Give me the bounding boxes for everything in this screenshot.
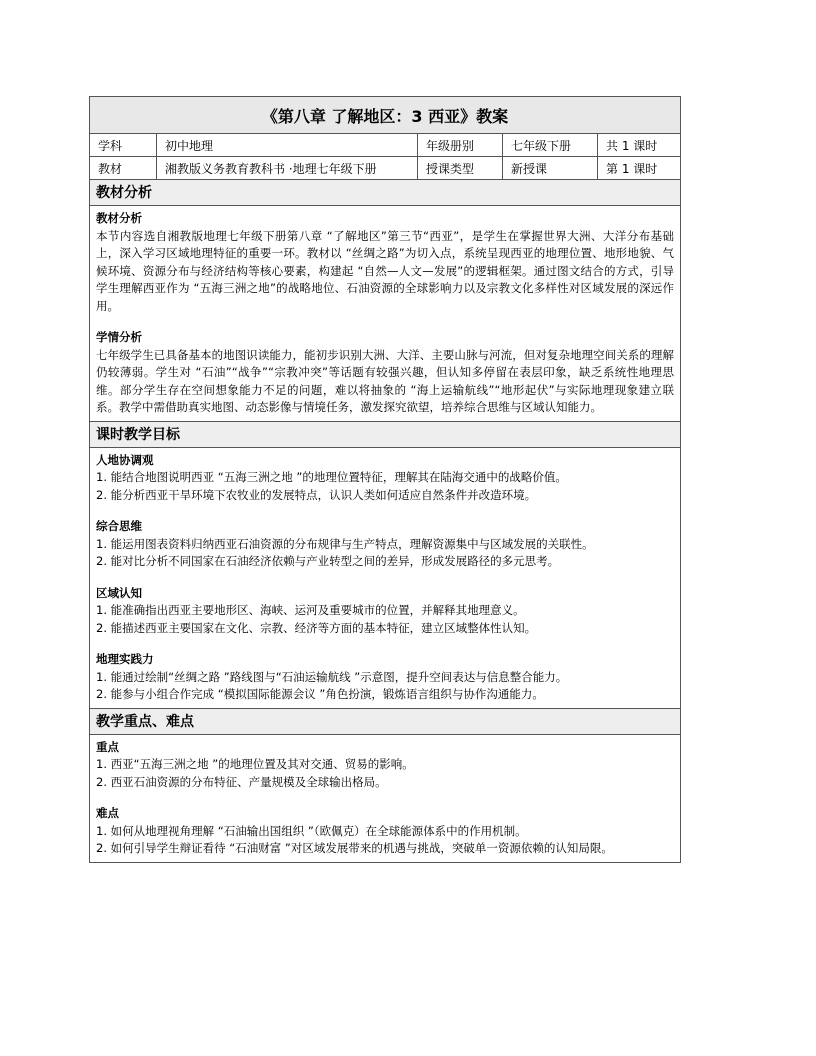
subheading-student-analysis: 学情分析 bbox=[96, 330, 142, 344]
student-analysis-text: 七年级学生已具备基本的地图识读能力，能初步识别大洲、大洋、主要山脉与河流，但对复杂地理空间关系的理解仍较薄弱。学生对 “石油”“战争”“宗教冲突”等话题有较强兴趣，但认知多停留在表层印象，缺乏系统性地理思维。部分学生存在空间想象能力不足的问题，难以将抽象的 “海上运输航线”“地形起伏”与实际地理现象建立联系。教学中需借助真实地图、动态影像与情境任务，激发探究欲望，培养综合思维与区域认知能力。 bbox=[96, 347, 674, 414]
subheading-integrated-thinking: 综合思维 bbox=[96, 519, 142, 533]
section-keypoints bbox=[90, 735, 680, 862]
value-lesson-type: 新授课 bbox=[503, 157, 598, 179]
subheading-geo-practice: 地理实践力 bbox=[96, 652, 154, 666]
subheading-human-earth: 人地协调观 bbox=[96, 452, 154, 467]
subheading-textbook-analysis: 教材分析 bbox=[96, 211, 142, 225]
subheading-regional-cognition: 区域认知 bbox=[96, 585, 142, 600]
objective-item: 2. 能描述西亚主要国家在文化、宗教、经济等方面的基本特征，建立区域整体性认知。 bbox=[96, 620, 537, 635]
objective-item: 2. 能分析西亚干旱环境下农牧业的发展特点，认识人类如何适应自然条件并改造环境。 bbox=[96, 487, 537, 502]
document-title: 《第八章 了解地区：3 西亚》教案 bbox=[90, 97, 680, 134]
label-textbook: 教材 bbox=[90, 157, 157, 179]
difficulty-item: 2. 如何引导学生辩证看待 “石油财富 ”对区域发展带来的机遇与挑战，突破单一资源依赖的认知局限。 bbox=[96, 841, 613, 855]
label-lesson-type: 授课类型 bbox=[418, 157, 503, 179]
section-analysis bbox=[90, 206, 680, 422]
subheading-difficulties: 难点 bbox=[96, 806, 119, 820]
label-subject: 学科 bbox=[90, 134, 157, 156]
objective-item: 2. 能对比分析不同国家在石油经济依赖与产业转型之间的差异，形成发展路径的多元思考。 bbox=[96, 554, 560, 568]
objective-item: 1. 能准确指出西亚主要地形区、海峡、运河及重要城市的位置，并解释其地理意义。 bbox=[96, 603, 525, 617]
value-grade: 七年级下册 bbox=[503, 134, 598, 156]
objective-item: 2. 能参与小组合作完成 “模拟国际能源会议 ”角色扮演，锻炼语言组织与协作沟通能力。 bbox=[96, 687, 544, 701]
objective-item: 1. 能通过绘制“丝绸之路 ”路线图与“石油运输航线 ”示意图，提升空间表达与信息整合能力。 bbox=[96, 669, 568, 684]
difficulty-item: 1. 如何从地理视角理解 “石油输出国组织 ”（欧佩克）在全球能源体系中的作用机制。 bbox=[96, 823, 527, 838]
objective-item: 1. 能结合地图说明西亚 “五海三洲之地 ”的地理位置特征，理解其在陆海交通中的战略价值。 bbox=[96, 470, 567, 484]
key-point-item: 2. 西亚石油资源的分布特征、产量规模及全球输出格局。 bbox=[96, 774, 387, 789]
value-total-periods: 共 1 课时 bbox=[606, 138, 658, 153]
section-heading-analysis: 教材分析 bbox=[90, 180, 680, 206]
subheading-key-points: 重点 bbox=[96, 739, 119, 754]
key-point-item: 1. 西亚“五海三洲之地 ”的地理位置及其对交通、贸易的影响。 bbox=[96, 757, 414, 771]
lesson-plan-table bbox=[89, 96, 681, 863]
info-row-subject bbox=[90, 134, 680, 157]
value-textbook: 湘教版义务教育教科书 ·地理七年级下册 bbox=[157, 157, 418, 179]
section-heading-objectives: 课时教学目标 bbox=[90, 422, 680, 448]
section-objectives bbox=[90, 448, 680, 709]
objective-item: 1. 能运用图表资料归纳西亚石油资源的分布规律与生产特点，理解资源集中与区域发展的关联性。 bbox=[96, 536, 594, 551]
value-current-period: 第 1 课时 bbox=[606, 161, 658, 176]
info-row-textbook bbox=[90, 157, 680, 180]
textbook-analysis-text: 本节内容选自湘教版地理七年级下册第八章 “了解地区”第三节“西亚”，是学生在掌握世界大洲、大洋分布基础上，深入学习区域地理特征的重要一环。教材以 “丝绸之路”为切入点，系统呈现西亚的地理位置、地形地貌、气候环境、资源分布与经济结构等核心要素，构建起 “自然—人文—发展”的逻辑框架。通过图文结合的方式，引导学生理解西亚作为 “五海三洲之地”的战略地位、石油资源的全球影响力以及宗教文化多样性对区域发展的深远作用。 bbox=[96, 228, 674, 313]
label-grade: 年级册别 bbox=[418, 134, 503, 156]
value-subject: 初中地理 bbox=[157, 134, 418, 156]
section-heading-keypoints: 教学重点、难点 bbox=[90, 709, 680, 735]
